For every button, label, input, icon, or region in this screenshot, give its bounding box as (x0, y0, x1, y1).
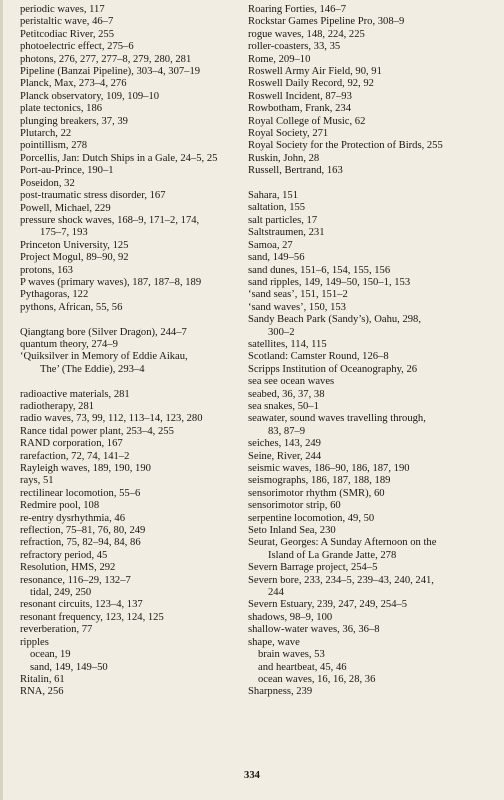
index-entry: sand ripples, 149, 149–50, 150–1, 153 (248, 276, 411, 288)
index-entry: salt particles, 17 (248, 214, 318, 226)
index-entry: resonant frequency, 123, 124, 125 (20, 611, 164, 623)
index-entry: Severn Estuary, 239, 247, 249, 254–5 (248, 599, 408, 611)
index-subentry: and heartbeat, 45, 46 (258, 661, 347, 673)
index-entry: Sharpness, 239 (248, 686, 313, 698)
index-entry: Russell, Bertrand, 163 (248, 165, 343, 177)
index-entry: Plutarch, 22 (20, 128, 72, 140)
index-entry: sensorimotor rhythm (SMR), 60 (248, 487, 385, 499)
index-entry: Porcellis, Jan: Dutch Ships in a Gale, 24–5, 25 (20, 152, 218, 164)
index-entry: Severn bore, 233, 234–5, 239–43, 240, 241, (248, 574, 434, 586)
index-entry: Pythagoras, 122 (20, 289, 89, 301)
index-entry: seabed, 36, 37, 38 (248, 388, 325, 400)
index-entry: Scotland: Camster Round, 126–8 (248, 351, 389, 363)
index-entry: post-traumatic stress disorder, 167 (20, 190, 166, 202)
index-subentry: sand, 149, 149–50 (30, 661, 108, 673)
letter-group-gap (20, 376, 234, 388)
index-entry: photoelectric effect, 275–6 (20, 41, 134, 53)
index-entry: Ruskin, John, 28 (248, 152, 320, 164)
index-entry: reflection, 75–81, 76, 80, 249 (20, 525, 146, 537)
index-entry: rogue waves, 148, 224, 225 (248, 28, 365, 40)
index-entry: radio waves, 73, 99, 112, 113–14, 123, 280 (20, 413, 203, 425)
index-entry: resonant circuits, 123–4, 137 (20, 599, 143, 611)
index-entry: Pipeline (Banzai Pipeline), 303–4, 307–19 (20, 66, 201, 78)
letter-group-gap (20, 314, 234, 326)
index-entry: refraction, 75, 82–94, 84, 86 (20, 537, 141, 549)
index-entry: pointillism, 278 (20, 140, 88, 152)
index-entry: Royal Society for the Protection of Birds, 255 (248, 140, 443, 152)
index-subentry: brain waves, 53 (258, 649, 325, 661)
index-entry-continuation: The’ (The Eddie), 293–4 (40, 363, 145, 375)
index-entry: Severn Barrage project, 254–5 (248, 562, 378, 574)
page-edge (0, 0, 3, 800)
index-entry: Project Mogul, 89–90, 92 (20, 252, 129, 264)
index-entry: roller-coasters, 33, 35 (248, 41, 341, 53)
index-entry: sand, 149–56 (248, 252, 305, 264)
index-entry: Royal Society, 271 (248, 128, 329, 140)
index-entry: seiches, 143, 249 (248, 438, 321, 450)
index-subentry: ocean, 19 (30, 649, 71, 661)
index-entry: Poseidon, 32 (20, 177, 75, 189)
index-entry: Scripps Institution of Oceanography, 26 (248, 363, 418, 375)
index-entry: seismographs, 186, 187, 188, 189 (248, 475, 391, 487)
index-entry: saltation, 155 (248, 202, 306, 214)
index-entry: sea snakes, 50–1 (248, 400, 319, 412)
index-entry: radiotherapy, 281 (20, 400, 95, 412)
index-entry: P waves (primary waves), 187, 187–8, 189 (20, 276, 202, 288)
index-entry-continuation: Island of La Grande Jatte, 278 (268, 549, 397, 561)
index-entry: radioactive materials, 281 (20, 388, 130, 400)
index-entry: rays, 51 (20, 475, 54, 487)
index-entry-continuation: 244 (268, 587, 284, 599)
index-entry: shallow-water waves, 36, 36–8 (248, 624, 380, 636)
index-entry: periodic waves, 117 (20, 4, 105, 15)
index-entry: ‘sand waves’, 150, 153 (248, 301, 346, 313)
index-entry: Roswell Daily Record, 92, 92 (248, 78, 374, 90)
index-entry: Roswell Army Air Field, 90, 91 (248, 66, 382, 78)
index-entry: plate tectonics, 186 (20, 103, 103, 115)
index-entry-continuation: 175–7, 193 (40, 227, 88, 239)
index-entry: Sahara, 151 (248, 190, 299, 202)
index-column-right (248, 4, 492, 699)
index-entry: sea see ocean waves (248, 376, 335, 388)
index-entry: Planck, Max, 273–4, 276 (20, 78, 127, 90)
index-entry: Powell, Michael, 229 (20, 202, 111, 214)
index-entry: peristaltic wave, 46–7 (20, 16, 114, 28)
index-entry: RAND corporation, 167 (20, 438, 123, 450)
index-entry: Redmire pool, 108 (20, 500, 100, 512)
index-entry: Royal College of Music, 62 (248, 115, 366, 127)
index-entry: re-entry dysrhythmia, 46 (20, 512, 126, 524)
index-entry: Petitcodiac River, 255 (20, 28, 115, 40)
index-entry: Rockstar Games Pipeline Pro, 308–9 (248, 16, 405, 28)
index-entry: rarefaction, 72, 74, 141–2 (20, 450, 130, 462)
index-entry: sensorimotor strip, 60 (248, 500, 341, 512)
index-subentry: tidal, 249, 250 (30, 587, 92, 599)
index-subentry: ocean waves, 16, 16, 28, 36 (258, 673, 376, 685)
index-entry: ‘Quiksilver in Memory of Eddie Aikau, (20, 351, 188, 363)
index-entry: Seto Inland Sea, 230 (248, 525, 336, 537)
index-entry: Ritalin, 61 (20, 673, 65, 685)
index-entry: Rome, 209–10 (248, 53, 311, 65)
index-entry: refractory period, 45 (20, 549, 108, 561)
letter-group-gap (248, 178, 492, 190)
index-entry: Saltstraumen, 231 (248, 227, 325, 239)
index-entry: ‘sand seas’, 151, 151–2 (248, 289, 348, 301)
index-entry: Roswell Incident, 87–93 (248, 90, 352, 102)
index-entry: photons, 276, 277, 277–8, 279, 280, 281 (20, 53, 192, 65)
index-entry: seawater, sound waves travelling through, (248, 413, 426, 425)
index-entry: shadows, 98–9, 100 (248, 611, 333, 623)
index-entry: Samoa, 27 (248, 239, 293, 251)
index-entry: protons, 163 (20, 264, 73, 276)
index-entry: rectilinear locomotion, 55–6 (20, 487, 141, 499)
index-entry: pythons, African, 55, 56 (20, 301, 123, 313)
index-entry: RNA, 256 (20, 686, 64, 698)
index-entry-continuation: 83, 87–9 (268, 425, 306, 437)
index-entry: Roaring Forties, 146–7 (248, 4, 346, 15)
index-entry: reverberation, 77 (20, 624, 93, 636)
page-number: 334 (244, 770, 260, 781)
index-entry: Qiangtang bore (Silver Dragon), 244–7 (20, 326, 187, 338)
index-entry: shape, wave (248, 636, 300, 648)
index-entry: pressure shock waves, 168–9, 171–2, 174, (20, 214, 200, 226)
index-entry: Resolution, HMS, 292 (20, 562, 116, 574)
index-entry: ripples (20, 636, 49, 648)
index-entry: plunging breakers, 37, 39 (20, 115, 128, 127)
index-entry: Seine, River, 244 (248, 450, 322, 462)
index-entry: Princeton University, 125 (20, 239, 129, 251)
index-entry: Port-au-Prince, 190–1 (20, 165, 114, 177)
index-entry: serpentine locomotion, 49, 50 (248, 512, 375, 524)
index-entry: quantum theory, 274–9 (20, 338, 118, 350)
index-entry: Seurat, Georges: A Sunday Afternoon on the (248, 537, 437, 549)
index-entry: sand dunes, 151–6, 154, 155, 156 (248, 264, 391, 276)
index-entry-continuation: 300–2 (268, 326, 295, 338)
index-entry: Rowbotham, Frank, 234 (248, 103, 351, 115)
index-entry: Sandy Beach Park (Sandy’s), Oahu, 298, (248, 314, 422, 326)
index-entry: Rance tidal power plant, 253–4, 255 (20, 425, 174, 437)
index-entry: resonance, 116–29, 132–7 (20, 574, 131, 586)
index-column-left (20, 4, 234, 699)
index-entry: seismic waves, 186–90, 186, 187, 190 (248, 463, 410, 475)
index-entry: satellites, 114, 115 (248, 338, 327, 350)
index-entry: Rayleigh waves, 189, 190, 190 (20, 463, 151, 474)
index-entry: Planck observatory, 109, 109–10 (20, 90, 160, 102)
